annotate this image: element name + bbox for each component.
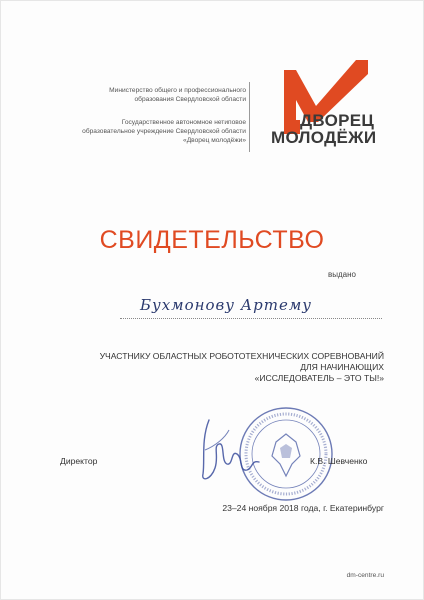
issued-label: выдано bbox=[328, 270, 356, 279]
logo-line-2: МОЛОДЁЖИ bbox=[271, 128, 377, 147]
logo-line-1: ДВОРЕЦ bbox=[300, 111, 375, 130]
institution-line-1: Государственное автономное нетиповое bbox=[121, 119, 246, 126]
institution-line-2: образовательное учреждение Свердловской области bbox=[82, 128, 246, 135]
logo-wordmark bbox=[271, 111, 377, 147]
signatory-role: Директор bbox=[60, 456, 98, 466]
director-signature bbox=[195, 410, 265, 490]
header-divider bbox=[249, 82, 250, 152]
body-line-1: УЧАСТНИКУ ОБЛАСТНЫХ РОБОТОТЕХНИЧЕСКИХ СОРЕВНОВАНИЙ bbox=[99, 351, 384, 361]
ministry-line-1: Министерство общего и профессионального bbox=[109, 87, 246, 94]
ministry-line-2: образования Свердловской области bbox=[134, 96, 246, 103]
certificate-body bbox=[34, 351, 384, 384]
certificate-title: СВИДЕТЕЛЬСТВО bbox=[99, 226, 325, 254]
signatory-name: К.В. Шевченко bbox=[310, 456, 368, 466]
website-link[interactable]: dm-centre.ru bbox=[346, 572, 384, 579]
body-line-2: ДЛЯ НАЧИНАЮЩИХ bbox=[300, 362, 384, 372]
body-line-3: «ИССЛЕДОВАТЕЛЬ – ЭТО ТЫ!» bbox=[254, 373, 384, 383]
institution-line-3: «Дворец молодёжи» bbox=[183, 137, 246, 144]
event-date-place: 23–24 ноября 2018 года, г. Екатеринбург bbox=[222, 503, 384, 513]
recipient-dotted-line bbox=[120, 318, 382, 319]
issuer-block bbox=[56, 86, 246, 145]
recipient-name-handwritten: Бухмонову Артему bbox=[140, 296, 312, 314]
